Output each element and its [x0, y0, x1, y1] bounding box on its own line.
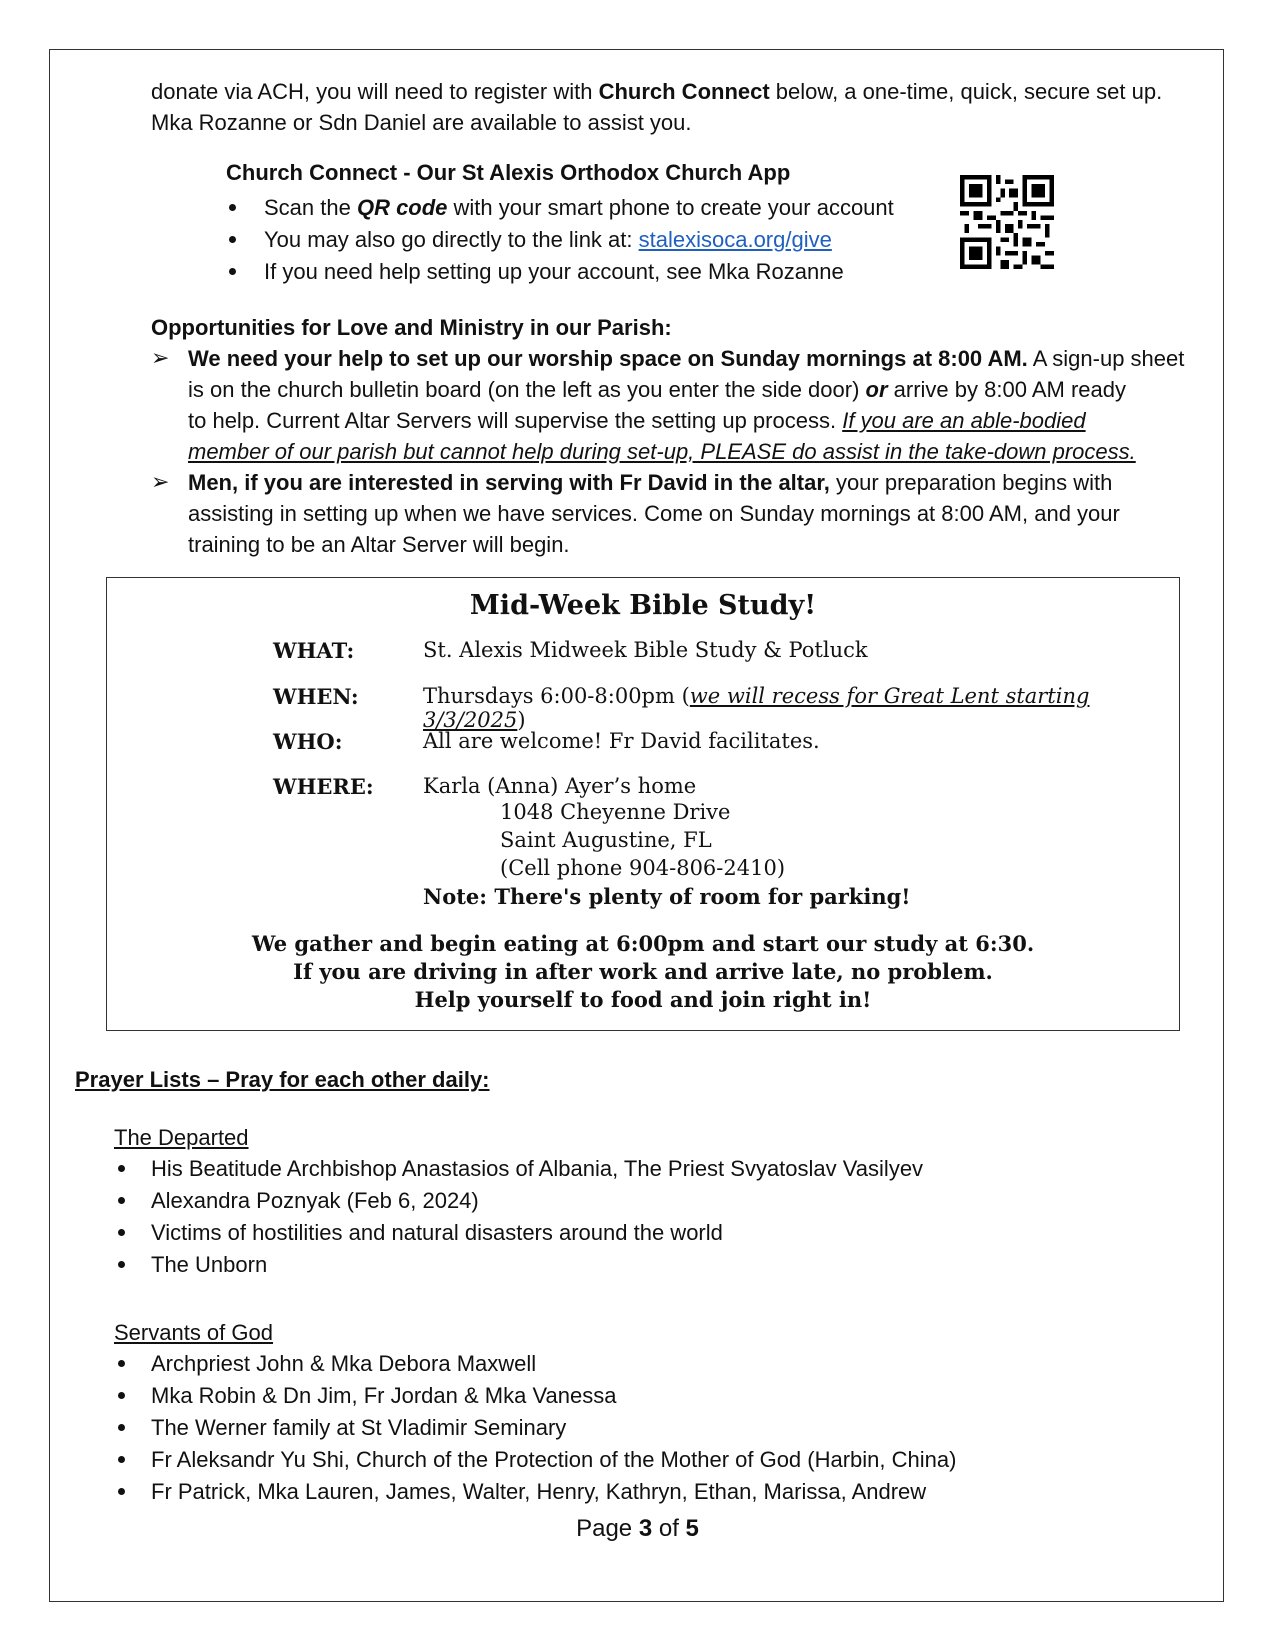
address-line-1: 1048 Cheyenne Drive — [500, 800, 731, 824]
church-connect-item-qr — [264, 192, 894, 223]
gather-line-1: We gather and begin eating at 6:00pm and start our study at 6:30. — [251, 931, 1035, 956]
list-item: Mka Robin & Dn Jim, Fr Jordan & Mka Vanessa — [151, 1383, 617, 1408]
opportunity-setup-line-1 — [188, 343, 1218, 374]
setup-text: to help. Current Altar Servers will supervise the setting up process. — [188, 408, 843, 433]
setup-bold: We need your help to set up our worship space on Sunday mornings at 8:00 AM. — [188, 346, 1028, 371]
bullet-dot — [118, 1456, 125, 1463]
what-value: St. Alexis Midweek Bible Study & Potluck — [423, 638, 868, 662]
opportunities-heading: Opportunities for Love and Ministry in our Parish: — [151, 315, 672, 340]
lent-recess-note: we will recess for Great Lent starting 3/3/2025 — [423, 684, 1090, 732]
intro-line-2: Mka Rozanne or Sdn Daniel are available to assist you. — [151, 110, 692, 135]
bullet-dot — [118, 1261, 125, 1268]
list-item: Archpriest John & Mka Debora Maxwell — [151, 1351, 537, 1376]
arrow-bullet-icon: ➢ — [151, 470, 170, 495]
opportunity-setup-line-2 — [188, 374, 1126, 405]
bullet-dot — [229, 204, 236, 211]
arrow-bullet-icon: ➢ — [151, 346, 170, 371]
bible-study-title: Mid-Week Bible Study! — [469, 590, 817, 621]
prayer-heading: Prayer Lists – Pray for each other daily: — [75, 1067, 490, 1092]
altar-bold: Men, if you are interested in serving with Fr David in the altar, — [188, 470, 830, 495]
bullet-dot — [229, 236, 236, 243]
when-value — [423, 684, 1179, 732]
who-label: WHO: — [273, 729, 343, 754]
gather-line-3: Help yourself to food and join right in! — [414, 987, 872, 1012]
gather-line-2: If you are driving in after work and arrive late, no problem. — [293, 959, 993, 984]
address-line-2: Saint Augustine, FL — [500, 828, 712, 852]
parking-note: Note: There's plenty of room for parking! — [423, 884, 911, 909]
church-connect-bold: Church Connect — [598, 79, 770, 104]
of-word: of — [652, 1515, 686, 1542]
church-connect-item-link — [264, 224, 832, 255]
list-item: The Werner family at St Vladimir Seminary — [151, 1415, 567, 1440]
when-close: ) — [517, 708, 526, 732]
intro-text: donate via ACH, you will need to register with — [151, 79, 599, 104]
opportunity-altar-line-3: training to be an Altar Server will begin. — [188, 532, 570, 557]
bullet-dot — [118, 1197, 125, 1204]
or-emphasis: or — [865, 377, 888, 402]
page-number — [0, 1515, 1275, 1543]
setup-text: arrive by 8:00 AM ready — [887, 377, 1126, 402]
when-text: Thursdays 6:00-8:00pm ( — [423, 684, 690, 708]
who-value: All are welcome! Fr David facilitates. — [423, 729, 820, 753]
where-value: Karla (Anna) Ayer’s home — [423, 774, 697, 798]
qr-code-icon[interactable] — [960, 175, 1054, 269]
church-connect-item-help: If you need help setting up your account, see Mka Rozanne — [264, 259, 844, 284]
opportunity-altar-line-1 — [188, 467, 1218, 498]
give-link[interactable]: stalexisoca.org/give — [638, 227, 832, 252]
what-label: WHAT: — [273, 638, 355, 663]
bullet-dot — [118, 1424, 125, 1431]
bible-study-box — [106, 577, 1180, 1031]
list-item: Fr Aleksandr Yu Shi, Church of the Protection of the Mother of God (Harbin, China) — [151, 1447, 957, 1472]
list-item: Victims of hostilities and natural disasters around the world — [151, 1220, 723, 1245]
bullet-dot — [229, 268, 236, 275]
intro-line-1 — [151, 76, 1211, 107]
opportunity-setup-line-4: member of our parish but cannot help during set-up, PLEASE do assist in the take-down process. — [188, 439, 1136, 464]
bullet-dot — [118, 1229, 125, 1236]
item-text: Scan the — [264, 195, 357, 220]
bullet-dot — [118, 1165, 125, 1172]
setup-text: A sign-up sheet — [1027, 346, 1185, 371]
setup-text: is on the church bulletin board (on the left as you enter the side door) — [188, 377, 866, 402]
where-label: WHERE: — [273, 774, 374, 799]
item-text: You may also go directly to the link at: — [264, 227, 639, 252]
qr-code-label: QR code — [356, 195, 448, 220]
list-item: The Unborn — [151, 1252, 268, 1277]
bullet-dot — [118, 1488, 125, 1495]
opportunity-setup-line-3 — [188, 405, 1086, 436]
list-item: Alexandra Poznyak (Feb 6, 2024) — [151, 1188, 479, 1213]
item-text: with your smart phone to create your account — [447, 195, 894, 220]
bullet-dot — [118, 1360, 125, 1367]
altar-text: your preparation begins with — [829, 470, 1113, 495]
departed-heading: The Departed — [114, 1125, 249, 1150]
list-item: Fr Patrick, Mka Lauren, James, Walter, Henry, Kathryn, Ethan, Marissa, Andrew — [151, 1479, 927, 1504]
setup-underline: If you are an able-bodied — [842, 408, 1086, 433]
total-pages: 5 — [685, 1515, 699, 1542]
intro-text: below, a one-time, quick, secure set up. — [769, 79, 1163, 104]
page-word: Page — [576, 1515, 639, 1542]
servants-heading: Servants of God — [114, 1320, 273, 1345]
opportunity-altar-line-2: assisting in setting up when we have services. Come on Sunday mornings at 8:00 AM, and your — [188, 501, 1120, 526]
address-line-3: (Cell phone 904-806-2410) — [500, 856, 786, 880]
church-connect-heading: Church Connect - Our St Alexis Orthodox Church App — [226, 160, 791, 185]
list-item: His Beatitude Archbishop Anastasios of Albania, The Priest Svyatoslav Vasilyev — [151, 1156, 924, 1181]
current-page: 3 — [638, 1515, 653, 1542]
when-label: WHEN: — [273, 684, 359, 709]
bullet-dot — [118, 1392, 125, 1399]
